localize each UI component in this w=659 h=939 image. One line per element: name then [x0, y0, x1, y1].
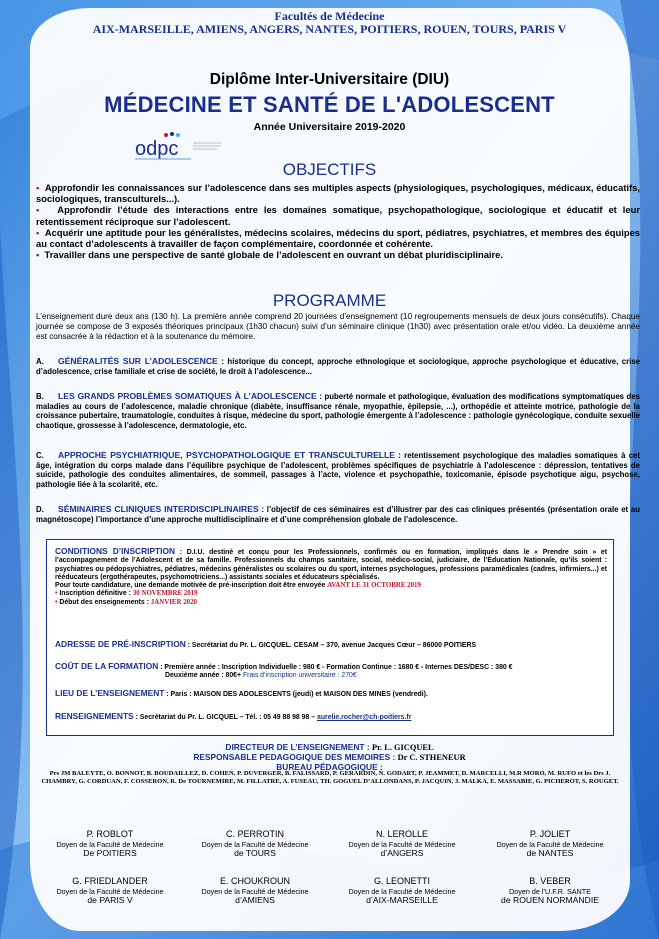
dean-card: G. FRIEDLANDER Doyen de la Faculté de Médecine de PARIS V [56, 876, 164, 906]
programme-intro: L’enseignement dure deux ans (130 h). La première année comprend 20 journées d’enseignement (10 regroupements mensuels de deux jours consécutifs). Chaque journée se compose de 3 exposés théoriques principaux (1h30 chacun) suivi d’un séminaire clinique (1h30) avec présentation orale et/ou vidéo. La deuxième année est consacrée à la rédaction et à la soutenance du mémoire. [36, 312, 640, 341]
diploma-label: Diplôme Inter-Universitaire (DIU) [209, 71, 450, 88]
objective-item: • Approfondir l’étude des interactions entre les domaines somatique, psychopathologique, sociologique et éducatif et leur retentissement réciproque sur l’adolescent. [36, 204, 640, 227]
dean-card: E. CHOUKROUN Doyen de la Faculté de Médecine d’AMIENS [201, 876, 309, 906]
conditions-block: CONDITIONS D’INSCRIPTION : D.I.U. destiné et conçu pour les Professionnels, confirmés ou en formation, impliqués dans le « Prendre soin » et l’accompagnement de l’Adolescent et de sa famille. Professionnels du champs sanitaire, social, médico-social, judiciaire, de l’Éducation Nationale, qu’ils soient : psychiatres ou pédopsychiatres, pédiatres, médecins généralistes ou scolaires ou du sport, internes psychologues, professions paramédicales (cadres, infirmiers...) et rééducateurs (ergothérapeutes, psychomotriciens...) assistants sociales et éducateurs spécialisés. Pour toute candidature, une demande motivée de pré-inscription doit être envoyée AVANT LE 31 OCTOBRE 2019 • Inscription définitive : 30 NOVEMBRE 2019 • Début des enseignements : JANVIER 2020 [55, 546, 607, 606]
logo-text: odpc [135, 138, 179, 160]
objective-item: • Approfondir les connaissances sur l’adolescence dans ses multiples aspects (physiologiques, psychologiques, médicaux, éducatifs, sociologiques, transculturels...). [36, 182, 640, 205]
info-box [46, 539, 614, 736]
cout-block: COÛT DE LA FORMATION : Première année : Inscription Individuelle : 980 € - Formation Continue : 1680 € - Internes DES/DESC : 380 € Deuxième année : 80€+ Frais d’inscription universitaire : 270€ [55, 661, 513, 680]
lieu-block: LIEU DE L’ENSEIGNEMENT : Paris : MAISON DES ADOLESCENTS (jeudi) et MAISON DES MINES (vendredi). [55, 688, 428, 698]
page-title: MÉDECINE ET SANTÉ DE L'ADOLESCENT [104, 92, 555, 117]
faculties-header [0, 10, 659, 36]
bureau-names: Prs JM BALEYTE, O. BONNOT, B. BOUDAILLEZ, D. COHEN, P. DUVERGER, B. FALISSARD, P. GERARDIN, N. GODART, P. JEAMMET, D. MARCELLI, M.R MORO, M. RUFO et les Drs J. CHAMBRY, G. CORDUAN, F. COSSERON, R. De TOURNEMIRE, M. FILLATRE, A. FUSEAU, TH. GOGUEL D’ALLONDANS, P. JACQUIN, J. MALKA, E. MASSABIE, G. PICHEROT, S. ROUGET. [41, 770, 619, 785]
section-d: D. SÉMINAIRES CLINIQUES INTERDISCIPLINAIRES : l’objectif de ces séminaires est d’illustrer par des cas cliniques présentés (présentation orale et au magnétoscope) l’importance d’une approche multidisciplinaire et d’une compréhension globale de l’adolescence. [36, 504, 640, 524]
bullet-icon: • [36, 249, 40, 261]
dean-card: C. PERROTIN Doyen de la Faculté de Médecine de TOURS [201, 829, 309, 859]
faculties-line1: Facultés de Médecine [274, 9, 385, 23]
bullet-icon: • [55, 590, 58, 598]
renseignements-block: RENSEIGNEMENTS : Secrétariat du Pr. L. GICQUEL – Tél. : 05 49 88 98 98 – aurelie.rocher@ch-poitiers.fr [55, 711, 412, 721]
bullet-icon: • [36, 182, 40, 193]
bullet-icon: • [36, 204, 40, 216]
dean-card: N. LEROLLE Doyen de la Faculté de Médecine d’ANGERS [348, 829, 456, 859]
section-c: C. APPROCHE PSYCHIATRIQUE, PSYCHOPATHOLOGIQUE ET TRANSCULTURELLE : retentissement psychologique des maladies somatiques à cet âge, intégration du corps malade dans l’équilibre psychique de l’adolescent, problèmes spécifiques de psychiatrie à l’adolescence : dépression, tentatives de suicide, pathologie des conduites alimentaires, de sommeil, passages à l’acte, violence et psychopathie, toxicomanie, épisode psychotique aigu, psychose, pathologie liée à la scolarité, etc. [36, 450, 640, 489]
objectives-heading: OBJECTIFS [282, 160, 377, 179]
objective-item: • Acquérir une aptitude pour les généralistes, médecins scolaires, médecins du sport, pédiatres, psychiatres, et membres des équipes au contact d’adolescents à travailler de façon complémentaire, coordonnée et cohérente. [36, 226, 640, 250]
direction-block: DIRECTEUR DE L’ENSEIGNEMENT : Pr. L. GICQUEL RESPONSABLE PEDAGOGIQUE DES MEMOIRES : Dr C. STHENEUR BUREAU PÉDAGOGIQUE : [193, 742, 466, 772]
section-b: B. LES GRANDS PROBLÈMES SOMATIQUES À L’ADOLESCENCE : puberté normale et pathologique, évaluation des modifications symptomatiques des maladies au cours de l’adolescence, maladie chronique (diabète, insuffisance rénale, myopathie, épilepsie, ...), orthopédie et atteinte motrice, pathologie de la croissance pubertaire, traumatologie, conduites à risque, médecine du sport, pathologie émergente à l’adolescence : pathologie gynécologique, conduite sexuelle chaotique, grossesse à l’adolescence, dermatologie, etc. [36, 391, 640, 430]
dean-card: G. LEONETTI Doyen de la Faculté de Médecine d’AIX-MARSEILLE [348, 876, 456, 906]
email-link[interactable]: aurelie.rocher@ch-poitiers.fr [316, 714, 412, 721]
objectives-list [36, 182, 640, 260]
academic-year: Année Universitaire 2019-2020 [253, 121, 406, 133]
programme-heading: PROGRAMME [272, 291, 387, 310]
bullet-icon: • [55, 598, 58, 606]
dean-card: P. JOLIET Doyen de la Faculté de Médecine de NANTES [496, 829, 604, 859]
faculties-line2: AIX-MARSEILLE, AMIENS, ANGERS, NANTES, POITIERS, ROUEN, TOURS, PARIS V [92, 22, 567, 36]
objective-item: • Travailler dans une perspective de santé globale de l’adolescent en ouvrant un débat pluridisciplinaire. [36, 249, 503, 261]
section-a: A. GÉNÉRALITÉS SUR L’ADOLESCENCE : historique du concept, approche ethnologique et sociologique, approche psychologique et éducative, crise d’adolescence, crise familiale et crise de société, le droit à l’adolescence... [36, 356, 640, 376]
bullet-icon: • [36, 226, 40, 238]
adresse-block: ADRESSE DE PRÉ-INSCRIPTION : Secrétariat du Pr. L. GICQUEL. CESAM – 370, avenue Jacques Cœur – 86000 POITIERS [55, 639, 477, 649]
dean-card: B. VEBER Doyen de l’U.F.R. SANTE de ROUEN NORMANDIE [501, 876, 599, 906]
dean-card: P. ROBLOT Doyen de la Faculté de Médecine De POITIERS [56, 829, 164, 859]
